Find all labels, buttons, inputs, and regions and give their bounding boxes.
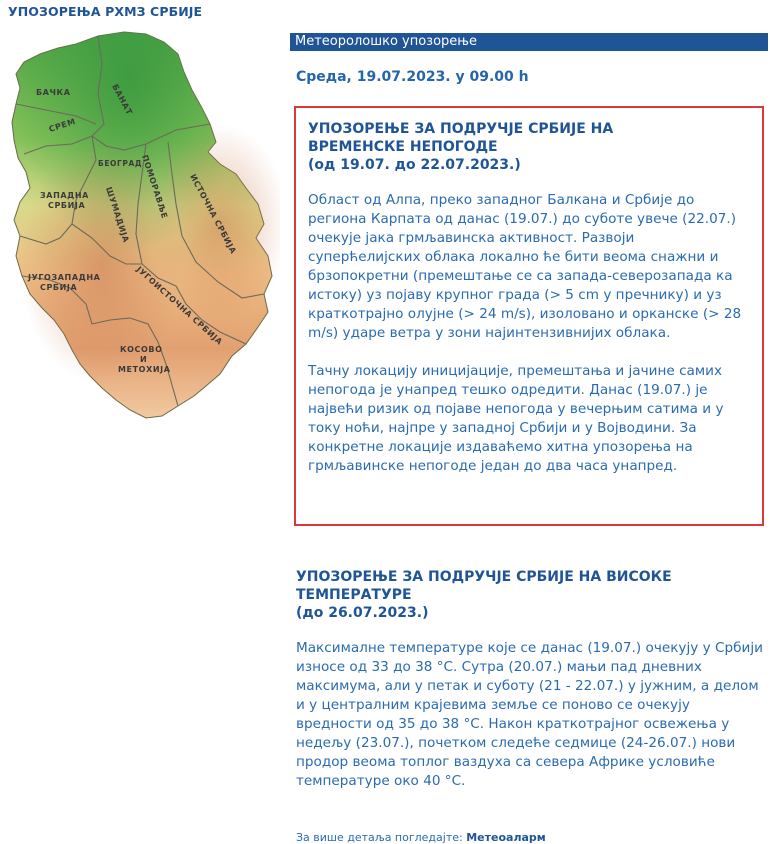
storm-warning-period: (од 19.07. до 22.07.2023.): [308, 157, 521, 173]
region-label-jugozapadna-2: СРБИЈА: [40, 283, 78, 292]
region-label-beograd: БЕОГРАД: [98, 159, 143, 168]
bulletin-date: Среда, 19.07.2023. у 09.00 h: [296, 69, 529, 85]
region-label-zapadna-1: ЗАПАДНА: [40, 191, 89, 200]
heat-warning-paragraph: Максималне температуре које се данас (19.07.) очекују у Србији износе од 33 до 38 °C. Сутра (20.07.) мањи пад дневних максимума, али у петак и суботу (21 - 22.07.) у јужним, а делом и у централним крајевима земље се поново се очекују вредности од 35 до 38 °C. Након краткотрајног освежења у недељу (23.07.), почетком следеће седмице (24-26.07.) нови продор веома топлог ваздуха са севера Африке условиће температуре око 40 °C.: [296, 640, 763, 789]
details-text: За више детаља погледајте:: [296, 831, 463, 844]
region-label-sumadija: ШУМАДИЈА: [104, 185, 131, 244]
storm-warning-box: [294, 106, 764, 526]
region-label-srem: СРЕМ: [47, 116, 77, 134]
details-footer: [296, 831, 546, 844]
page-title: УПОЗОРЕЊА РХМЗ СРБИЈЕ: [8, 4, 203, 19]
region-label-zapadna-2: СРБИЈА: [48, 201, 86, 210]
region-label-kosovo-2: И: [140, 355, 148, 364]
region-label-banat: БАНАТ: [110, 82, 134, 117]
meteoalarm-link[interactable]: Метеоаларм: [466, 831, 546, 844]
region-label-jugozapadna-1: ЈУГОЗАПАДНА: [28, 273, 101, 282]
bulletin-title-bar: Метеоролошко упозорење: [290, 33, 768, 51]
storm-warning-title-line1: УПОЗОРЕЊЕ ЗА ПОДРУЧЈЕ СРБИЈЕ НА: [308, 121, 614, 137]
storm-warning-title-line2: ВРЕМЕНСКЕ НЕПОГОДЕ: [308, 139, 498, 155]
region-label-istocna: ИСТОЧНА СРБИЈА: [188, 172, 238, 256]
storm-warning-paragraph-1: Област од Алпа, преко западног Балкана и Србије до региона Карпата од данас (19.07.) до суботе увече (22.07.) очекује јака грмљавинска активност. Развоји суперћелијских облака локално ће бити веома снажни и брзопокретни (премештање се са запада-северозапада ка истоку) уз појаву крупног града (> 5 cm у пречнику) и уз краткотрајно олујне (> 24 m/s), изоловано и орканске (> 28 m/s) ударе ветра у зони најинтензивнијих облака.: [308, 192, 742, 341]
region-label-pomoravlje: ПОМОРАВЉЕ: [140, 153, 170, 220]
region-label-jugoistocna: ЈУГОИСТОЧНА СРБИЈА: [134, 264, 225, 347]
heat-warning-period: (до 26.07.2023.): [296, 605, 429, 621]
region-label-kosovo-3: МЕТОХИЈА: [118, 365, 171, 374]
map-graphic: [6, 24, 280, 424]
region-label-kosovo-1: КОСОВО: [120, 345, 163, 354]
heat-warning-title-line2: ТЕМПЕРАТУРЕ: [296, 587, 412, 603]
storm-warning-paragraph-2: Тачну локацију иницијације, премештања и јачине самих непогода је унапред тешко одредити. Данас (19.07.) је највећи ризик од појаве непогода у вечерњим сатима и у току ноћи, најпре у западној Србији и у Војводини. За конкретне локације издаваћемо хитна упозорења на грмљавинске непогоде један до два часа унапред.: [308, 363, 724, 474]
heat-warning-section: [296, 568, 770, 810]
serbia-regions-map: [6, 24, 280, 424]
heat-warning-title-line1: УПОЗОРЕЊЕ ЗА ПОДРУЧЈЕ СРБИЈЕ НА ВИСОКЕ: [296, 569, 672, 585]
region-label-backa: БАЧКА: [36, 88, 71, 97]
